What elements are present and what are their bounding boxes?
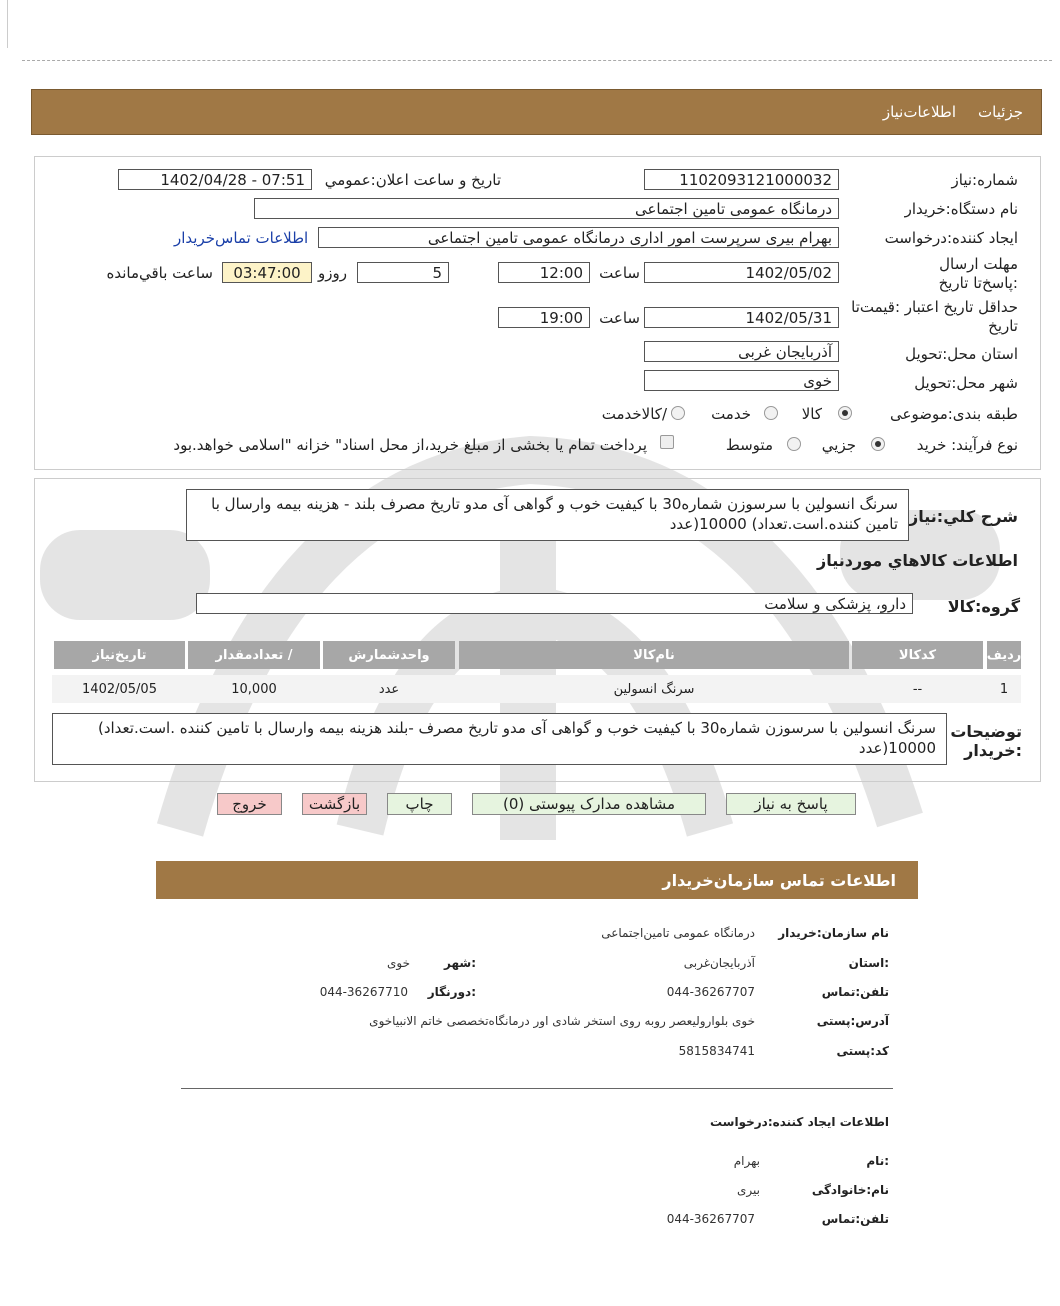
creator-label: ايجاد کننده:درخواست (884, 229, 1018, 247)
tab-details[interactable]: جزئیات (978, 103, 1023, 121)
contact-postal-value: 5815834741 (678, 1044, 755, 1058)
treasury-payment-checkbox[interactable] (660, 435, 674, 449)
announce-date-field: 1402/04/28 - 07:51 (118, 169, 312, 190)
category-both-radio[interactable] (671, 406, 685, 420)
price-validity-label: حداقل تاريخ اعتبار :قيمت‌تا تاريخ (851, 298, 1018, 335)
exit-button[interactable]: خروج (217, 793, 282, 815)
need-number-field: 1102093121000032 (644, 169, 839, 190)
contact-address-label: آدرس:پستی (816, 1014, 889, 1028)
days-field: 5 (357, 262, 449, 283)
delivery-province-label: استان محل:تحويل (905, 345, 1018, 363)
contact-org-value: درمانگاه عمومی تامین‌اجتماعی (601, 926, 755, 940)
top-divider (22, 60, 1052, 61)
back-button[interactable]: بازگشت (302, 793, 367, 815)
treasury-payment-label: پرداخت تمام يا بخشی از مبلغ خريد،از محل اسناد" خزانه "اسلامی خواهد.بود (173, 436, 647, 454)
validity-time-label: ساعت (599, 309, 640, 327)
left-edge-line (7, 0, 8, 48)
table-cell-name: سرنگ انسولین (613, 681, 695, 697)
validity-date-field: 1402/05/31 (644, 307, 839, 328)
need-number-label: شماره:نیاز (951, 171, 1018, 189)
reply-time-label: ساعت (599, 264, 640, 282)
table-cell-row-no: 1 (999, 681, 1009, 697)
creator-phone-label: تلفن:تماس (821, 1212, 889, 1226)
creator-family-label: نام:خانوادگی (811, 1183, 889, 1197)
reply-time-field: 12:00 (498, 262, 590, 283)
process-partial-radio[interactable] (871, 437, 885, 451)
goods-info-title: اطلاعات کالاهاي موردنياز (817, 551, 1018, 570)
table-header-name: نام‌کالا (459, 641, 849, 669)
creator-field: بهرام بیری سرپرست امور اداری درمانگاه عمومی تامین اجتماعی (318, 227, 839, 248)
goods-table (52, 641, 1021, 709)
reply-deadline-label: مهلت ارسال :پاسخ‌تا تاريخ (938, 255, 1018, 292)
table-cell-quantity: 10,000 (231, 681, 277, 697)
delivery-city-field: خوی (644, 370, 839, 391)
goods-group-field: دارو، پزشکی و سلامت (196, 593, 913, 614)
need-summary-text: سرنگ انسولین با سرسوزن شماره30 با کیفیت خوب و گواهی آی مدو تاریخ مصرف بلند - هزینه بیمه وارسال با تامین کننده.است.تعداد) 10000(عدد (186, 489, 909, 541)
contact-phone-value: 044-36267707 (666, 985, 755, 999)
need-summary-label: شرح کلي:نياز (909, 507, 1018, 526)
creator-family-value: بیری (737, 1183, 760, 1197)
process-type-label: نوع فرآيند: خريد (916, 436, 1018, 454)
creator-name-value: بهرام (733, 1154, 760, 1168)
buyer-contact-section-title: اطلاعات تماس سازمان‌خريدار (662, 870, 896, 890)
view-attachments-button[interactable]: مشاهده مدارک پيوستی (0) (472, 793, 706, 815)
contact-fax-value: 044-36267710 (319, 985, 408, 999)
process-partial-label: جزيي (821, 436, 856, 454)
table-cell-code: -- (912, 681, 923, 697)
validity-time-field: 19:00 (498, 307, 590, 328)
creator-info-title: اطلاعات ايجاد کننده:درخواست (709, 1115, 889, 1129)
reply-date-field: 1402/05/02 (644, 262, 839, 283)
buyer-contact-link[interactable]: اطلاعات تماس‌خريدار (174, 229, 309, 247)
table-header-unit: واحدشمارش (323, 641, 455, 669)
category-goods-radio[interactable] (838, 406, 852, 420)
buyer-org-label: نام دستگاه:خريدار (904, 200, 1018, 218)
contact-org-label: نام سازمان:خريدار (778, 926, 889, 940)
table-header-code: کدکالا (852, 641, 983, 669)
table-header-row-no: رديف (987, 641, 1021, 669)
table-cell-unit: عدد (378, 681, 400, 697)
process-medium-radio[interactable] (787, 437, 801, 451)
print-button[interactable]: چاپ (387, 793, 452, 815)
buyer-org-field: درمانگاه عمومی تامین اجتماعی (254, 198, 839, 219)
contact-phone-label: تلفن:تماس (821, 985, 889, 999)
reply-to-need-button[interactable]: پاسخ به نياز (726, 793, 856, 815)
tab-need-info[interactable]: اطلاعات‌نیاز (882, 103, 957, 121)
page-header-bar (31, 89, 1042, 135)
buyer-contact-section-bar (156, 861, 918, 899)
table-header-need-date: تاريخ‌نياز (54, 641, 185, 669)
table-cell-need-date: 1402/05/05 (82, 681, 157, 697)
delivery-city-label: شهر محل:تحويل (914, 374, 1018, 392)
category-goods-label: کالا (801, 405, 822, 423)
category-service-label: خدمت (711, 405, 751, 423)
goods-group-label: گروه:کالا (947, 597, 1020, 616)
contact-address-value: خوی بلوارولیعصر روبه روی استخر شادی اور درمانگاه‌تخصصی خاتم الانبیاخوی (369, 1014, 755, 1028)
category-label: طبقه بندی:موضوعی (890, 405, 1018, 423)
buyer-notes-text: سرنگ انسولین با سرسوزن شماره30 با کیفیت خوب و گواهی آی مدو تاریخ مصرف -بلند هزینه بیمه وارسال با تامین کننده .است.تعداد) 10000(عدد (52, 713, 947, 765)
buyer-notes-label: توضيحات :خريدار (950, 722, 1022, 760)
remaining-time-label: ساعت باقي‌مانده (106, 264, 213, 282)
contact-fax-label: :دورنگار (427, 985, 476, 999)
contact-city-value: خوی (386, 956, 410, 970)
announce-date-label: تاريخ و ساعت اعلان:عمومي (324, 171, 501, 189)
delivery-province-field: آذربایجان غربی (644, 341, 839, 362)
table-header-quantity: / تعدادمقدار (188, 641, 320, 669)
contact-postal-label: کد:پستی (836, 1044, 889, 1058)
creator-phone-value: 044-36267707 (666, 1212, 755, 1226)
remaining-time-field: 03:47:00 (222, 262, 312, 283)
contact-province-value: آذربایجان‌غربی (683, 956, 755, 970)
category-service-radio[interactable] (764, 406, 778, 420)
days-label: روزو (318, 264, 347, 282)
category-both-label: /کالاخدمت (601, 405, 667, 423)
creator-name-label: :نام (866, 1154, 889, 1168)
contact-province-label: :استان (848, 956, 889, 970)
contact-city-label: :شهر (444, 956, 476, 970)
process-medium-label: متوسط (725, 436, 773, 454)
contact-divider (181, 1088, 893, 1089)
